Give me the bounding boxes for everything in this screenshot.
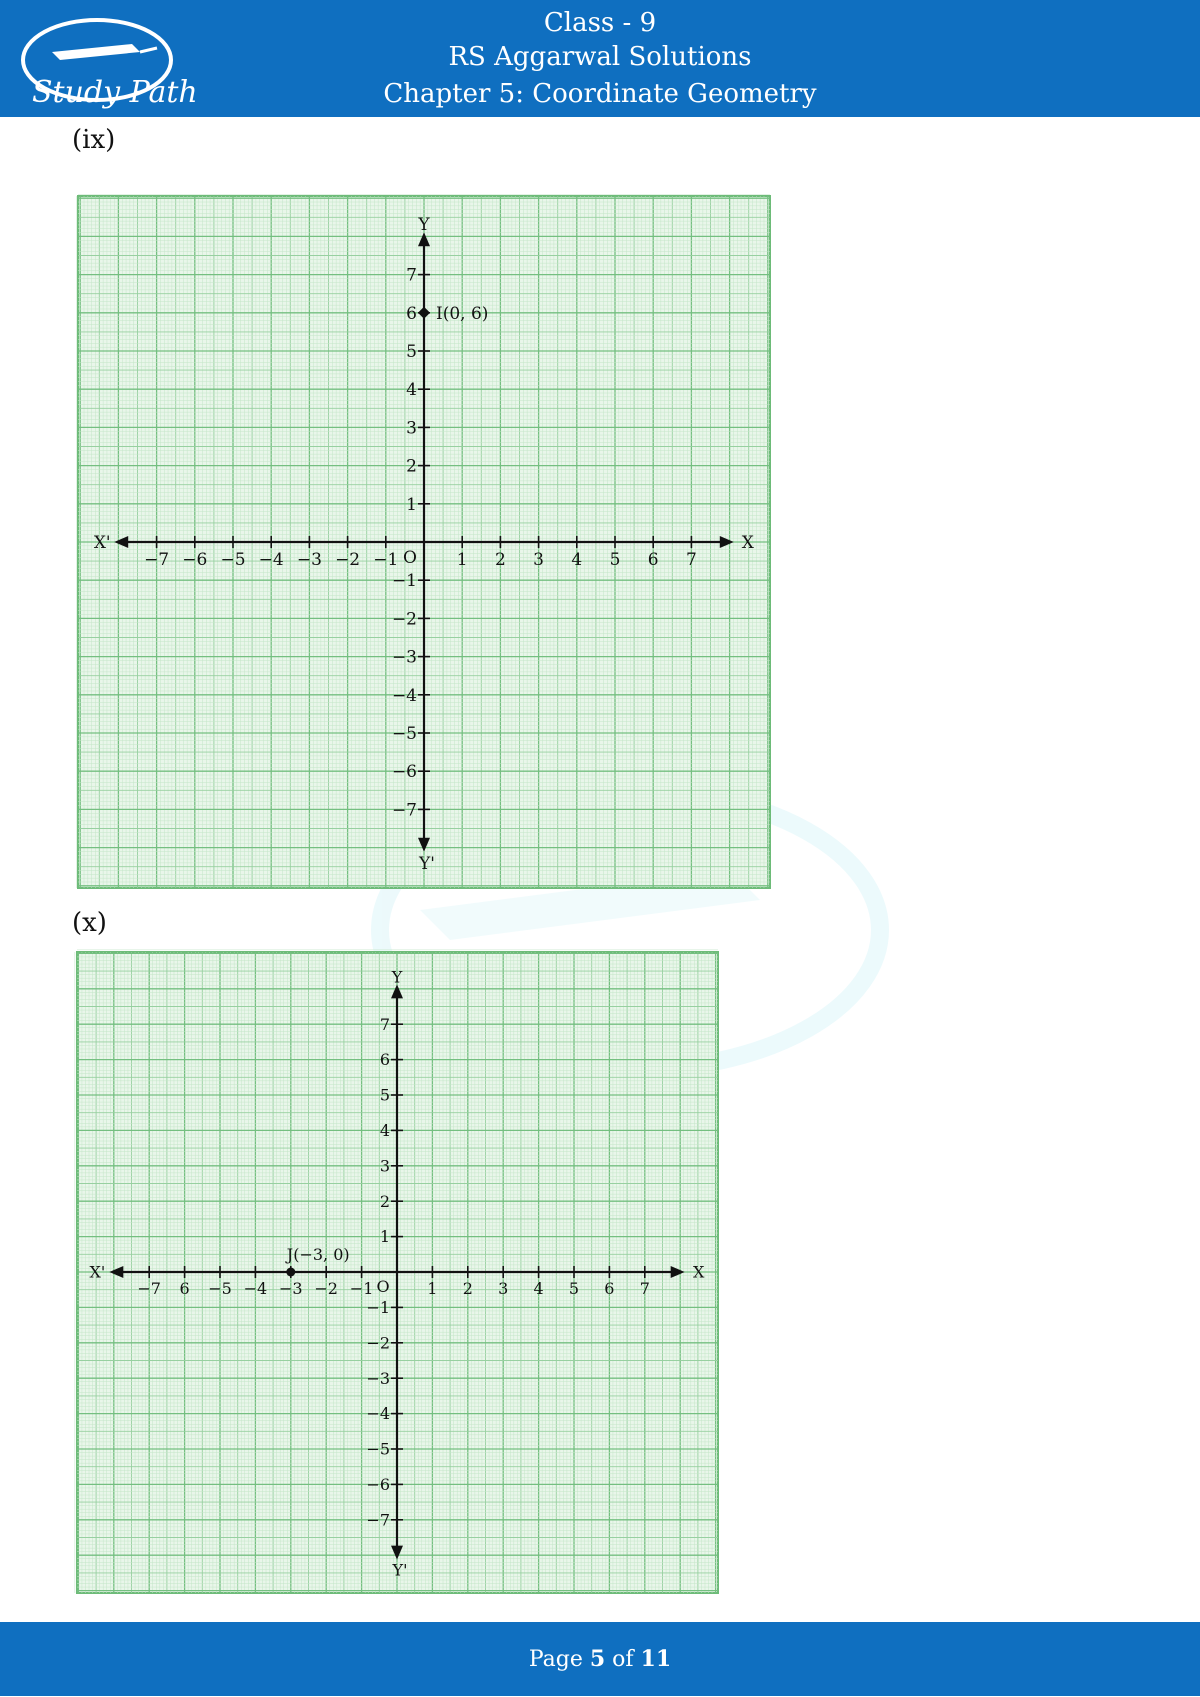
y-tick-label: −6 bbox=[391, 762, 417, 783]
x-axis-label: X bbox=[692, 1262, 705, 1282]
chapter-title: Chapter 5: Coordinate Geometry bbox=[383, 79, 817, 109]
y-tick-label: 2 bbox=[379, 1191, 390, 1211]
y-tick-label: −4 bbox=[391, 685, 417, 706]
y-tick-label: −5 bbox=[391, 723, 417, 744]
x-neg-axis-label: X' bbox=[93, 532, 111, 553]
plotted-point bbox=[286, 1268, 295, 1277]
x-tick-label: −2 bbox=[335, 550, 361, 570]
x-tick-label: 3 bbox=[533, 550, 545, 570]
x-tick-label: 1 bbox=[427, 1279, 438, 1298]
y-neg-axis-label: Y' bbox=[392, 1560, 408, 1580]
y-axis-label: Y bbox=[391, 967, 403, 987]
total-pages: 11 bbox=[640, 1646, 672, 1672]
y-tick-label: 4 bbox=[379, 1121, 390, 1140]
x-tick-label: 7 bbox=[685, 550, 697, 570]
y-tick-label: −3 bbox=[391, 647, 417, 668]
x-tick-label: −3 bbox=[296, 550, 322, 570]
y-tick-label: −5 bbox=[366, 1439, 390, 1459]
y-tick-label: −2 bbox=[391, 609, 417, 630]
point-label: I(0, 6) bbox=[436, 303, 489, 324]
y-tick-label: −6 bbox=[366, 1475, 390, 1494]
graph-ix bbox=[78, 196, 770, 888]
y-tick-label: 1 bbox=[379, 1227, 390, 1247]
graph-x bbox=[77, 952, 718, 1593]
x-tick-label: −1 bbox=[373, 550, 399, 570]
page-footer bbox=[0, 1622, 1200, 1696]
y-tick-label: 7 bbox=[406, 265, 417, 286]
x-tick-label: 5 bbox=[609, 550, 621, 570]
x-neg-axis-label: X' bbox=[89, 1262, 106, 1282]
x-tick-label: −7 bbox=[144, 550, 170, 570]
x-tick-label: 4 bbox=[571, 550, 583, 570]
point-label: J(−3, 0) bbox=[286, 1245, 350, 1264]
y-tick-label: 6 bbox=[379, 1050, 390, 1070]
x-tick-label: 6 bbox=[604, 1279, 615, 1298]
x-tick-label: −5 bbox=[220, 550, 246, 570]
x-tick-label: −4 bbox=[243, 1279, 268, 1298]
y-neg-axis-label: Y' bbox=[419, 853, 435, 874]
page-prefix: Page bbox=[528, 1647, 590, 1672]
x-tick-label: 2 bbox=[462, 1279, 473, 1298]
y-tick-label: 3 bbox=[406, 418, 417, 439]
current-page: 5 bbox=[589, 1646, 606, 1672]
svg-text:Study Path: Study Path bbox=[32, 75, 198, 110]
x-tick-label: −1 bbox=[349, 1279, 374, 1298]
y-tick-label: 2 bbox=[406, 456, 417, 477]
x-axis-label: X bbox=[741, 532, 754, 553]
x-tick-label: −7 bbox=[137, 1279, 161, 1298]
y-tick-label: −1 bbox=[391, 571, 417, 592]
class-title: Class - 9 bbox=[543, 8, 657, 38]
y-tick-label: −4 bbox=[366, 1404, 390, 1424]
origin-label: O bbox=[376, 1277, 390, 1296]
x-tick-label: 6 bbox=[647, 550, 659, 570]
y-tick-label: 5 bbox=[379, 1085, 390, 1105]
x-tick-label: −4 bbox=[258, 550, 284, 570]
x-tick-label: −2 bbox=[314, 1279, 338, 1298]
part-x-label: (x) bbox=[72, 908, 107, 938]
y-tick-label: 5 bbox=[406, 341, 417, 362]
x-tick-label: 1 bbox=[456, 550, 468, 570]
y-axis-label: Y bbox=[418, 215, 430, 236]
y-tick-label: −1 bbox=[366, 1298, 390, 1317]
x-tick-label: −5 bbox=[208, 1279, 232, 1298]
x-tick-label: −6 bbox=[182, 550, 208, 570]
x-tick-label: −3 bbox=[279, 1279, 303, 1298]
book-title: RS Aggarwal Solutions bbox=[448, 42, 752, 72]
part-ix-label: (ix) bbox=[72, 125, 116, 155]
y-tick-label: −7 bbox=[391, 800, 417, 821]
y-tick-label: 3 bbox=[379, 1156, 390, 1176]
x-tick-label: 3 bbox=[498, 1279, 509, 1298]
y-tick-label: 4 bbox=[406, 380, 417, 401]
y-tick-label: −2 bbox=[366, 1333, 390, 1353]
x-tick-label: 7 bbox=[639, 1279, 650, 1298]
page-header bbox=[0, 0, 1200, 117]
y-tick-label: 7 bbox=[379, 1014, 390, 1034]
x-tick-label: 4 bbox=[533, 1279, 544, 1298]
x-tick-label: 2 bbox=[494, 550, 506, 570]
y-tick-label: 1 bbox=[406, 494, 417, 515]
y-tick-label: −7 bbox=[366, 1510, 390, 1530]
x-tick-label: 6 bbox=[179, 1279, 190, 1298]
origin-label: O bbox=[403, 548, 417, 568]
page-middle: of bbox=[605, 1647, 641, 1672]
y-tick-label: 6 bbox=[406, 303, 417, 324]
x-tick-label: 5 bbox=[568, 1279, 580, 1298]
y-tick-label: −3 bbox=[366, 1368, 390, 1388]
